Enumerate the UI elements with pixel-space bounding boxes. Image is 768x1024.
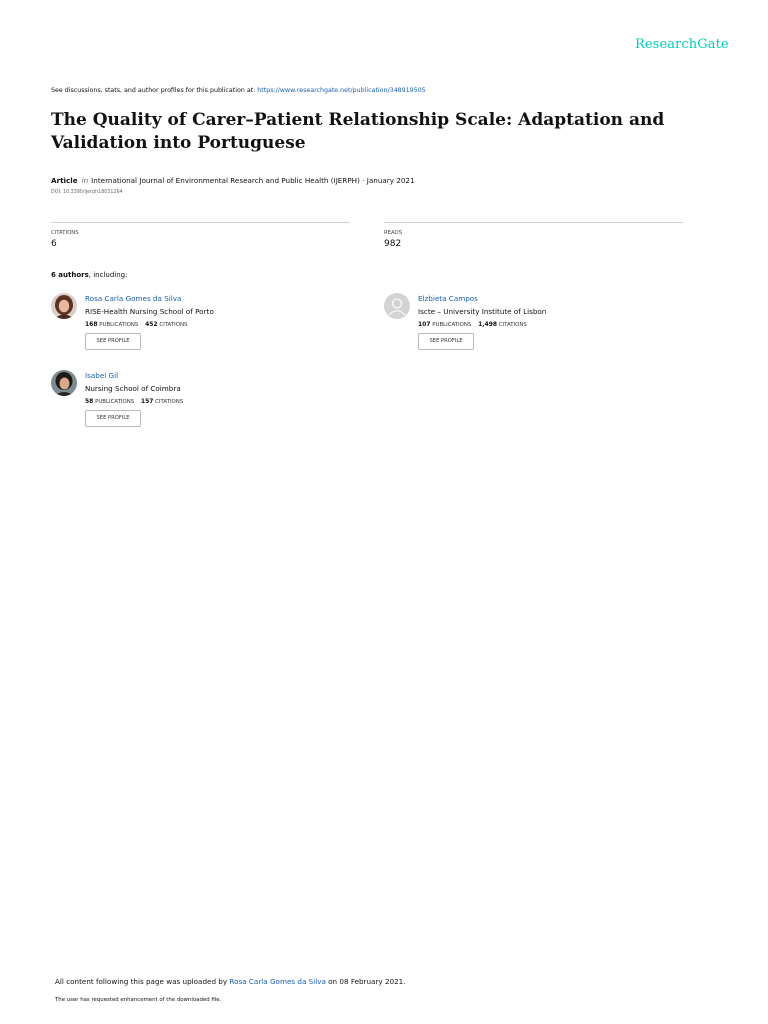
author-counts [418,321,532,328]
citations-count-label: CITATIONS [159,322,188,328]
user-placeholder-icon [384,293,410,319]
authors-suffix: , including: [88,271,128,279]
authors-heading [51,271,127,279]
upload-prefix: All content following this page was uploaded by [55,977,228,986]
author-institution: Iscte – University Institute of Lisbon [418,307,547,316]
uploader-link[interactable]: Rosa Carla Gomes da Silva [229,977,326,986]
reads-value: 982 [384,239,402,249]
enhancement-note: The user has requested enhancement of the downloaded file. [55,997,222,1003]
reads-label: READS [384,230,403,236]
divider-citations [51,222,350,223]
publications-count: 168 [85,321,98,328]
discussion-line [51,87,426,94]
article-info [51,176,415,185]
researchgate-logo[interactable]: ResearchGate [635,37,729,52]
citations-value: 6 [51,239,57,249]
in-word: in [81,176,89,185]
publications-label: PUBLICATIONS [432,322,472,328]
publications-label: PUBLICATIONS [95,399,135,405]
author-name[interactable]: Isabel Gil [85,371,119,380]
citations-count-label: CITATIONS [498,322,527,328]
publications-count: 58 [85,398,94,405]
upload-suffix: on 08 February 2021. [328,977,406,986]
publications-label: PUBLICATIONS [99,322,139,328]
authors-count: 6 authors [51,271,89,279]
author-card-elzbieta [384,293,684,355]
journal-venue: International Journal of Environmental Research and Public Health (IJERPH) · January 2021 [91,176,415,185]
upload-notice [55,977,406,986]
citations-count-label: CITATIONS [155,399,184,405]
paper-title: The Quality of Carer–Patient Relationship Scale: Adaptation and Validation into Portuguese [51,110,665,153]
publication-link[interactable]: https://www.researchgate.net/publication/348919505 [257,87,426,94]
citations-count: 157 [140,398,154,405]
author-avatar[interactable] [384,293,410,319]
divider-reads [384,222,683,223]
author-avatar[interactable] [51,370,77,396]
author-photo-icon [51,370,77,396]
citations-count: 452 [145,321,158,328]
author-name[interactable]: Rosa Carla Gomes da Silva [85,294,182,303]
author-counts [85,321,192,328]
author-photo-icon [51,293,77,319]
publications-count: 107 [418,321,431,328]
see-profile-button[interactable]: SEE PROFILE [418,333,474,350]
doi: DOI: 10.3390/ijerph18031264 [51,190,123,195]
article-type: Article [51,176,78,185]
citations-count: 1,498 [478,321,498,328]
see-profile-button[interactable]: SEE PROFILE [85,333,141,350]
author-counts [85,398,188,405]
author-institution: Nursing School of Coimbra [85,384,181,393]
author-name[interactable]: Elzbieta Campos [418,294,478,303]
author-institution: RISE-Health Nursing School of Porto [85,307,214,316]
see-profile-button[interactable]: SEE PROFILE [85,410,141,427]
author-card-rosa [51,293,351,355]
author-avatar[interactable] [51,293,77,319]
discussion-text: See discussions, stats, and author profiles for this publication at: [51,87,256,94]
citations-label: CITATIONS [51,230,79,236]
author-card-isabel [51,370,351,432]
